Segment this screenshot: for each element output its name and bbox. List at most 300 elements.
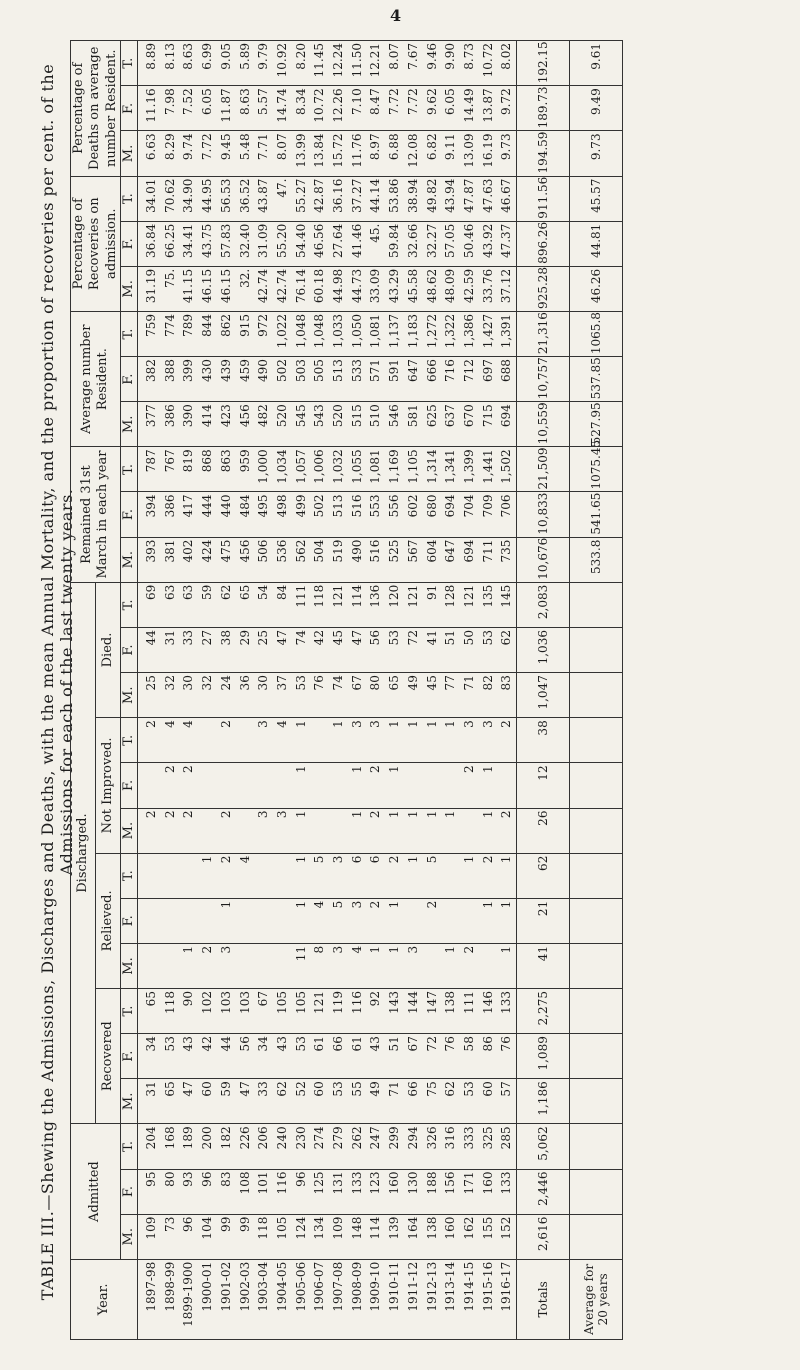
data-column xyxy=(138,86,517,131)
cell-value: 25 xyxy=(256,630,271,646)
cell-value: 226 xyxy=(237,1126,252,1150)
cell-value xyxy=(142,856,161,896)
cell-value xyxy=(236,811,255,851)
cell-value: 16.19 xyxy=(480,133,495,168)
cell-value: 123 xyxy=(368,1171,383,1195)
cell-value: 915 xyxy=(237,313,252,337)
cell-value: 5 xyxy=(424,855,439,864)
year-label: 1907-08 xyxy=(331,1261,346,1312)
cell-value: 34.41 xyxy=(181,223,196,259)
data-column xyxy=(138,1214,517,1259)
cell-value: 712 xyxy=(461,359,476,382)
cell-value: 45 xyxy=(331,630,346,646)
cell-value: 4 xyxy=(274,720,289,728)
cell-value: 787 xyxy=(144,449,158,473)
cell-value: 502 xyxy=(312,494,327,518)
cell-value: 7.52 xyxy=(181,88,196,116)
cell-value: 47 xyxy=(237,1081,252,1097)
cell-value xyxy=(423,765,442,805)
cell-value: 62 xyxy=(499,630,514,646)
cell-value: 591 xyxy=(387,359,402,382)
sub-header-m: M. xyxy=(120,943,137,988)
cell-value: 139 xyxy=(387,1216,402,1240)
cell-value: 1 xyxy=(480,765,495,774)
cell-value: 70.62 xyxy=(162,178,177,213)
data-column xyxy=(138,808,517,853)
cell-value: 1,386 xyxy=(461,313,476,349)
cell-value: 50 xyxy=(461,630,476,646)
sub-header-t: T. xyxy=(120,989,137,1034)
cell-value xyxy=(254,765,273,805)
cell-value: 9.46 xyxy=(424,43,439,70)
cell-value: 8.07 xyxy=(387,43,402,70)
cell-value: 42.74 xyxy=(256,268,271,304)
sub-header-t: T. xyxy=(120,582,137,627)
year-label: 1898-99 xyxy=(162,1261,177,1312)
average-value xyxy=(570,989,623,1034)
cell-value: 4 xyxy=(162,720,177,728)
deaths-header: Percentage of Deaths on average number Resident. xyxy=(71,41,121,177)
total-value: 10,757 xyxy=(517,357,570,402)
cell-value: 164 xyxy=(405,1216,420,1240)
cell-value: 2 xyxy=(424,900,439,909)
cell-value xyxy=(254,946,273,986)
sub-header-m: M. xyxy=(120,673,137,718)
cell-value: 9.72 xyxy=(499,88,514,116)
cell-value: 125 xyxy=(312,1171,327,1195)
cell-value: 1,322 xyxy=(443,313,458,349)
cell-value: 80 xyxy=(162,1171,177,1187)
cell-value: 1 xyxy=(293,720,308,728)
cell-value: 14.49 xyxy=(461,88,476,123)
cell-value: 1 xyxy=(405,810,420,819)
total-value: 194.59 xyxy=(517,131,570,176)
average-value xyxy=(570,808,623,853)
cell-value: 819 xyxy=(181,449,196,473)
year-label: 1902-03 xyxy=(237,1261,252,1312)
cell-value: 2 xyxy=(368,900,383,909)
total-value: 10,833 xyxy=(517,492,570,537)
cell-value: 32. xyxy=(237,268,252,288)
cell-value: 7.10 xyxy=(349,88,364,116)
cell-value: 394 xyxy=(144,494,158,518)
cell-value: 46.56 xyxy=(312,223,327,259)
cell-value: 147 xyxy=(424,991,439,1014)
cell-value: 54 xyxy=(256,584,271,601)
cell-value: 388 xyxy=(162,359,177,382)
cell-value: 82 xyxy=(480,675,495,691)
cell-value: 1,034 xyxy=(274,449,289,484)
cell-value: 1,050 xyxy=(349,313,364,349)
data-column xyxy=(138,898,517,943)
cell-value: 31.09 xyxy=(256,223,271,259)
cell-value: 503 xyxy=(293,359,308,382)
year-label: 1897-98 xyxy=(144,1261,158,1312)
cell-value: 1 xyxy=(461,855,476,864)
cell-value: 119 xyxy=(331,991,346,1014)
year-list xyxy=(138,1259,517,1339)
cell-value: 118 xyxy=(162,991,177,1014)
cell-value: 1 xyxy=(293,810,308,819)
cell-value: 57 xyxy=(499,1081,514,1097)
cell-value: 326 xyxy=(424,1126,439,1150)
cell-value xyxy=(460,811,479,851)
cell-value: 118 xyxy=(312,584,327,608)
cell-value: 399 xyxy=(181,359,196,382)
cell-value: 325 xyxy=(480,1126,495,1150)
cell-value: 160 xyxy=(443,1216,458,1240)
data-column xyxy=(138,447,517,492)
cell-value: 47.87 xyxy=(461,178,476,213)
cell-value: 8.20 xyxy=(293,43,308,70)
cell-value: 1,169 xyxy=(387,449,402,484)
cell-value: 5 xyxy=(312,855,327,864)
year-label: 1901-02 xyxy=(218,1261,233,1312)
cell-value xyxy=(142,946,161,986)
cell-value: 116 xyxy=(349,991,364,1014)
cell-value: 6 xyxy=(349,855,364,864)
cell-value: 72 xyxy=(424,1036,439,1052)
cell-value: 46.15 xyxy=(200,268,215,304)
totals-label: Totals xyxy=(517,1259,570,1339)
year-label: 1900-01 xyxy=(200,1261,215,1312)
cell-value: 104 xyxy=(200,1216,215,1240)
cell-value: 74 xyxy=(293,630,308,646)
cell-value: 121 xyxy=(312,991,327,1014)
admitted-header: Admitted xyxy=(71,1124,121,1259)
year-label: 1912-13 xyxy=(424,1261,439,1312)
cell-value: 47 xyxy=(181,1081,196,1097)
cell-value: 121 xyxy=(331,584,346,608)
data-column xyxy=(138,41,517,86)
cell-value: 111 xyxy=(293,584,308,608)
cell-value: 1,057 xyxy=(293,449,308,484)
average-value: 541.65 xyxy=(570,492,623,537)
cell-value: 439 xyxy=(218,359,233,382)
cell-value: 90 xyxy=(181,991,196,1007)
cell-value: 516 xyxy=(349,494,364,518)
average-value: 1065.8 xyxy=(570,311,623,356)
cell-value: 44.14 xyxy=(368,178,383,213)
cell-value: 1,055 xyxy=(349,449,364,484)
cell-value: 96 xyxy=(293,1171,308,1187)
cell-value: 1 xyxy=(218,900,233,909)
remained-header: Remained 31st March in each year xyxy=(71,447,121,582)
cell-value: 333 xyxy=(461,1126,476,1150)
cell-value: 8.63 xyxy=(237,88,252,116)
cell-value xyxy=(217,765,236,805)
average-value: 9.49 xyxy=(570,86,623,131)
cell-value: 1 xyxy=(499,900,514,909)
cell-value: 34.90 xyxy=(181,178,196,213)
cell-value: 13.09 xyxy=(461,133,476,168)
cell-value: 3 xyxy=(274,810,289,819)
cell-value: 84 xyxy=(274,584,289,601)
cell-value: 1 xyxy=(424,810,439,819)
cell-value: 43.94 xyxy=(443,178,458,213)
sub-header-t: T. xyxy=(120,176,137,221)
average-value: 537.85 xyxy=(570,357,623,402)
cell-value: 520 xyxy=(331,404,346,428)
cell-value: 6.99 xyxy=(200,43,215,70)
cell-value: 484 xyxy=(237,494,252,518)
cell-value: 63 xyxy=(162,584,177,601)
total-value: 2,275 xyxy=(517,989,570,1034)
cell-value: 114 xyxy=(349,584,364,608)
cell-value: 247 xyxy=(368,1126,383,1150)
cell-value: 46.15 xyxy=(218,268,233,304)
cell-value xyxy=(441,901,460,941)
cell-value: 204 xyxy=(144,1126,158,1150)
cell-value: 9.05 xyxy=(218,43,233,70)
cell-value: 2 xyxy=(200,945,215,954)
cell-value: 6.05 xyxy=(443,88,458,116)
cell-value: 1,399 xyxy=(461,449,476,484)
sub-header-t: T. xyxy=(120,1124,137,1169)
average-value xyxy=(570,673,623,718)
data-column xyxy=(138,1169,517,1214)
cell-value: 53 xyxy=(293,1036,308,1052)
cell-value: 13.84 xyxy=(312,133,327,168)
cell-value: 29 xyxy=(237,630,252,646)
not-improved-header: Not Improved. xyxy=(95,718,120,853)
sub-header-t: T. xyxy=(120,41,137,86)
cell-value: 525 xyxy=(387,539,402,563)
cell-value: 1 xyxy=(293,900,308,909)
cell-value: 4 xyxy=(349,945,364,954)
cell-value xyxy=(310,720,329,760)
average-value: 533.8 xyxy=(570,537,623,582)
cell-value: 42 xyxy=(200,1036,215,1052)
cell-value: 11.87 xyxy=(218,88,233,123)
cell-value: 43.87 xyxy=(256,178,271,213)
cell-value: 647 xyxy=(405,359,420,382)
cell-value: 47.37 xyxy=(499,223,514,259)
cell-value xyxy=(179,856,198,896)
cell-value: 386 xyxy=(162,494,177,518)
table-caption: TABLE III.—Shewing the Admissions, Discharges and Deaths, with the mean Annual Mortality, and the proportion of recoveries per cent. of the Admissions for each of the last twenty years. xyxy=(38,63,76,1301)
cell-value xyxy=(236,901,255,941)
cell-value: 2 xyxy=(387,855,402,864)
cell-value: 6.88 xyxy=(387,133,402,161)
data-column xyxy=(138,943,517,988)
cell-value: 49.82 xyxy=(424,178,439,213)
cell-value: 51 xyxy=(443,630,458,646)
cell-value xyxy=(441,856,460,896)
cell-value: 299 xyxy=(387,1126,402,1150)
cell-value: 43 xyxy=(274,1036,289,1052)
cell-value: 76.14 xyxy=(293,268,308,304)
cell-value: 34.01 xyxy=(144,178,158,213)
sub-header-f: F. xyxy=(120,86,137,131)
sub-header-f: F. xyxy=(120,357,137,402)
cell-value: 694 xyxy=(461,539,476,563)
cell-value: 133 xyxy=(499,991,514,1014)
cell-value: 1 xyxy=(405,720,420,728)
cell-value: 2 xyxy=(461,945,476,954)
cell-value: 279 xyxy=(331,1126,346,1150)
cell-value: 50.46 xyxy=(461,223,476,259)
cell-value: 36.52 xyxy=(237,178,252,213)
cell-value: 77 xyxy=(443,675,458,691)
average-value xyxy=(570,1214,623,1259)
cell-value: 73 xyxy=(162,1216,177,1232)
sub-header-f: F. xyxy=(120,898,137,943)
sub-header-f: F. xyxy=(120,1034,137,1079)
cell-value: 206 xyxy=(256,1126,271,1150)
cell-value: 200 xyxy=(200,1126,215,1150)
cell-value: 5.57 xyxy=(256,88,271,116)
cell-value: 56 xyxy=(368,630,383,646)
cell-value: 1 xyxy=(424,720,439,728)
cell-value: 38 xyxy=(218,630,233,646)
cell-value: 53 xyxy=(387,630,402,646)
cell-value: 9.62 xyxy=(424,88,439,116)
cell-value: 67 xyxy=(256,991,271,1007)
cell-value: 3 xyxy=(256,720,271,728)
cell-value: 10.72 xyxy=(312,88,327,123)
cell-value: 2 xyxy=(218,810,233,819)
sub-header-m: M. xyxy=(120,1079,137,1124)
cell-value: 1,105 xyxy=(405,449,420,484)
cell-value: 43 xyxy=(181,1036,196,1052)
cell-value: 76 xyxy=(443,1036,458,1052)
cell-value: 52 xyxy=(293,1081,308,1097)
cell-value: 80 xyxy=(368,675,383,691)
cell-value: 45.58 xyxy=(405,268,420,304)
cell-value: 666 xyxy=(424,359,439,382)
cell-value: 1,183 xyxy=(405,313,420,349)
cell-value: 103 xyxy=(237,991,252,1014)
cell-value: 571 xyxy=(368,359,383,382)
cell-value: 390 xyxy=(181,404,196,428)
cell-value: 160 xyxy=(480,1171,495,1195)
cell-value: 121 xyxy=(461,584,476,608)
cell-value: 144 xyxy=(405,991,420,1014)
cell-value: 12.24 xyxy=(331,43,346,78)
cell-value: 6 xyxy=(368,855,383,864)
recovered-header: Recovered xyxy=(95,989,120,1124)
data-column xyxy=(138,673,517,718)
cell-value: 2 xyxy=(144,810,158,819)
cell-value: 637 xyxy=(443,404,458,428)
cell-value: 513 xyxy=(331,494,346,518)
admissions-table xyxy=(70,40,623,1340)
cell-value: 567 xyxy=(405,539,420,563)
cell-value: 47 xyxy=(349,630,364,646)
cell-value: 402 xyxy=(181,539,196,563)
cell-value: 108 xyxy=(237,1171,252,1195)
cell-value: 71 xyxy=(461,675,476,691)
cell-value: 105 xyxy=(274,991,289,1014)
cell-value: 520 xyxy=(274,404,289,428)
cell-value: 1 xyxy=(387,945,402,954)
cell-value xyxy=(441,765,460,805)
year-label: 1915-16 xyxy=(480,1261,495,1312)
cell-value: 1,000 xyxy=(256,449,271,484)
cell-value: 12.26 xyxy=(331,88,346,123)
data-column xyxy=(138,537,517,582)
cell-value: 8.34 xyxy=(293,88,308,116)
cell-value: 41.46 xyxy=(349,223,364,259)
cell-value: 1 xyxy=(443,945,458,954)
cell-value: 146 xyxy=(480,991,495,1014)
cell-value: 7.71 xyxy=(256,133,271,161)
sub-header-m: M. xyxy=(120,131,137,176)
cell-value: 67 xyxy=(349,675,364,691)
cell-value: 735 xyxy=(499,539,514,563)
cell-value: 3 xyxy=(331,855,346,864)
sub-header-m: M. xyxy=(120,402,137,447)
cell-value: 182 xyxy=(218,1126,233,1150)
total-value: 925.28 xyxy=(517,266,570,311)
cell-value xyxy=(254,901,273,941)
cell-value: 56 xyxy=(237,1036,252,1052)
cell-value: 716 xyxy=(443,359,458,382)
year-label: 1906-07 xyxy=(312,1261,327,1312)
cell-value: 1,502 xyxy=(499,449,514,484)
cell-value: 972 xyxy=(256,313,271,337)
average-value: 46.26 xyxy=(570,266,623,311)
cell-value xyxy=(423,946,442,986)
cell-value: 13.99 xyxy=(293,133,308,168)
cell-value: 8.13 xyxy=(162,43,177,70)
cell-value: 105 xyxy=(274,1216,289,1240)
sub-header-f: F. xyxy=(120,763,137,808)
average-row xyxy=(570,41,623,1340)
cell-value: 516 xyxy=(368,539,383,563)
cell-value: 43.75 xyxy=(200,223,215,259)
cell-value: 482 xyxy=(256,404,271,428)
cell-value: 14.74 xyxy=(274,88,289,123)
total-value: 2,616 xyxy=(517,1214,570,1259)
cell-value: 30 xyxy=(181,675,196,691)
average-value: 45.57 xyxy=(570,176,623,221)
cell-value: 56.53 xyxy=(218,178,233,213)
sub-header-m: M. xyxy=(120,808,137,853)
cell-value: 1 xyxy=(499,945,514,954)
cell-value: 58 xyxy=(461,1036,476,1052)
average-value: 1075.45 xyxy=(570,447,623,492)
cell-value: 694 xyxy=(443,494,458,518)
cell-value: 42.74 xyxy=(274,268,289,304)
cell-value: 96 xyxy=(200,1171,215,1187)
data-column xyxy=(138,176,517,221)
cell-value: 3 xyxy=(256,810,271,819)
cell-value: 92 xyxy=(368,991,383,1007)
cell-value: 1,341 xyxy=(443,449,458,484)
average-value xyxy=(570,763,623,808)
cell-value: 1 xyxy=(499,855,514,864)
cell-value: 62 xyxy=(274,1081,289,1097)
cell-value: 414 xyxy=(200,404,215,428)
cell-value: 103 xyxy=(218,991,233,1014)
cell-value: 93 xyxy=(181,1171,196,1187)
cell-value: 66 xyxy=(331,1036,346,1052)
total-value: 21,509 xyxy=(517,447,570,492)
sub-header-t: T. xyxy=(120,447,137,492)
cell-value: 2 xyxy=(181,765,196,774)
cell-value: 75 xyxy=(424,1081,439,1097)
cell-value: 138 xyxy=(443,991,458,1014)
cell-value: 145 xyxy=(499,584,514,608)
cell-value: 34 xyxy=(256,1036,271,1052)
sub-header-t: T. xyxy=(120,853,137,898)
cell-value: 133 xyxy=(349,1171,364,1195)
cell-value: 533 xyxy=(349,359,364,382)
relieved-header: Relieved. xyxy=(95,853,120,988)
cell-value: 44 xyxy=(218,1036,233,1052)
